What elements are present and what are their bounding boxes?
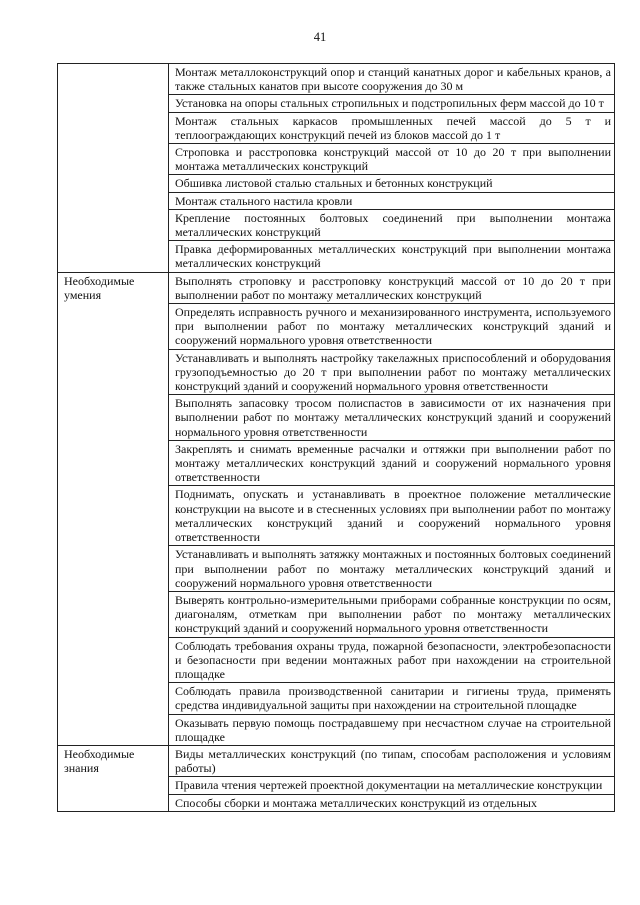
table-body bbox=[58, 64, 615, 812]
requirement-item: Виды металлических конструкций (по типам, способам расположения и условиям работы) bbox=[169, 745, 615, 776]
requirement-item: Правка деформированных металлических конструкций при выполнении монтажа металлических конструкций bbox=[169, 241, 615, 272]
section-heading: Необходимые умения bbox=[58, 272, 169, 745]
requirement-item: Соблюдать требования охраны труда, пожарной безопасности, электробезопасности и безопасности при ведении монтажных работ при нахождении на строительной площадке bbox=[169, 637, 615, 683]
requirement-item: Крепление постоянных болтовых соединений при выполнении монтажа металлических конструкций bbox=[169, 209, 615, 240]
requirement-item: Закреплять и снимать временные расчалки и оттяжки при выполнении работ по монтажу металлических конструкций зданий и сооружений нормального уровня ответственности bbox=[169, 440, 615, 486]
table-row bbox=[58, 745, 615, 776]
requirement-item: Монтаж стального настила кровли bbox=[169, 192, 615, 209]
requirement-item: Устанавливать и выполнять настройку такелажных приспособлений и оборудования грузоподъемностью до 20 т при выполнении работ по монтажу металлических конструкций зданий и сооружений нормального уровня ответственности bbox=[169, 349, 615, 395]
requirement-item: Монтаж стальных каркасов промышленных печей массой до 5 т и теплоограждающих конструкций печей из блоков массой до 1 т bbox=[169, 112, 615, 143]
table-row bbox=[58, 272, 615, 303]
section-heading bbox=[58, 64, 169, 273]
requirement-item: Обшивка листовой сталью стальных и бетонных конструкций bbox=[169, 175, 615, 192]
requirement-item: Строповка и расстроповка конструкций массой от 10 до 20 т при выполнении монтажа металлических конструкций bbox=[169, 144, 615, 175]
table-row bbox=[58, 64, 615, 95]
requirement-item: Поднимать, опускать и устанавливать в проектное положение металлические конструкции на высоте и в стесненных условиях при выполнении работ по монтажу металлических конструкций зданий и сооружений нормального уровня ответственности bbox=[169, 486, 615, 546]
requirement-item: Монтаж металлоконструкций опор и станций канатных дорог и кабельных кранов, а также стальных канатов при высоте сооружения до 30 м bbox=[169, 64, 615, 95]
requirement-item: Определять исправность ручного и механизированного инструмента, используемого при выполнении работ по монтажу металлических конструкций зданий и сооружений нормального уровня ответственности bbox=[169, 304, 615, 350]
requirement-item: Устанавливать и выполнять затяжку монтажных и постоянных болтовых соединений при выполнении работ по монтажу металлических конструкций зданий и сооружений нормального уровня ответственности bbox=[169, 546, 615, 592]
requirement-item: Выполнять запасовку тросом полиспастов в зависимости от их назначения при выполнении работ по монтажу металлических конструкций зданий и сооружений нормального уровня ответственности bbox=[169, 395, 615, 441]
requirement-item: Установка на опоры стальных стропильных и подстропильных ферм массой до 10 т bbox=[169, 95, 615, 112]
requirement-item: Соблюдать правила производственной санитарии и гигиены труда, применять средства индивидуальной защиты при нахождении на строительной площадке bbox=[169, 683, 615, 714]
section-heading: Необходимые знания bbox=[58, 745, 169, 811]
requirement-item: Оказывать первую помощь пострадавшему при несчастном случае на строительной площадке bbox=[169, 714, 615, 745]
requirement-item: Выполнять строповку и расстроповку конструкций массой от 10 до 20 т при выполнении работ по монтажу металлических конструкций bbox=[169, 272, 615, 303]
requirements-table bbox=[57, 63, 615, 812]
requirement-item: Способы сборки и монтажа металлических конструкций из отдельных bbox=[169, 794, 615, 811]
requirement-item: Правила чтения чертежей проектной документации на металлические конструкции bbox=[169, 777, 615, 794]
page-number: 41 bbox=[313, 30, 327, 44]
requirement-item: Выверять контрольно-измерительными приборами собранные конструкции по осям, диагоналям, отметкам при выполнении работ по монтажу металлических конструкций зданий и сооружений нормального уровня ответственности bbox=[169, 591, 615, 637]
